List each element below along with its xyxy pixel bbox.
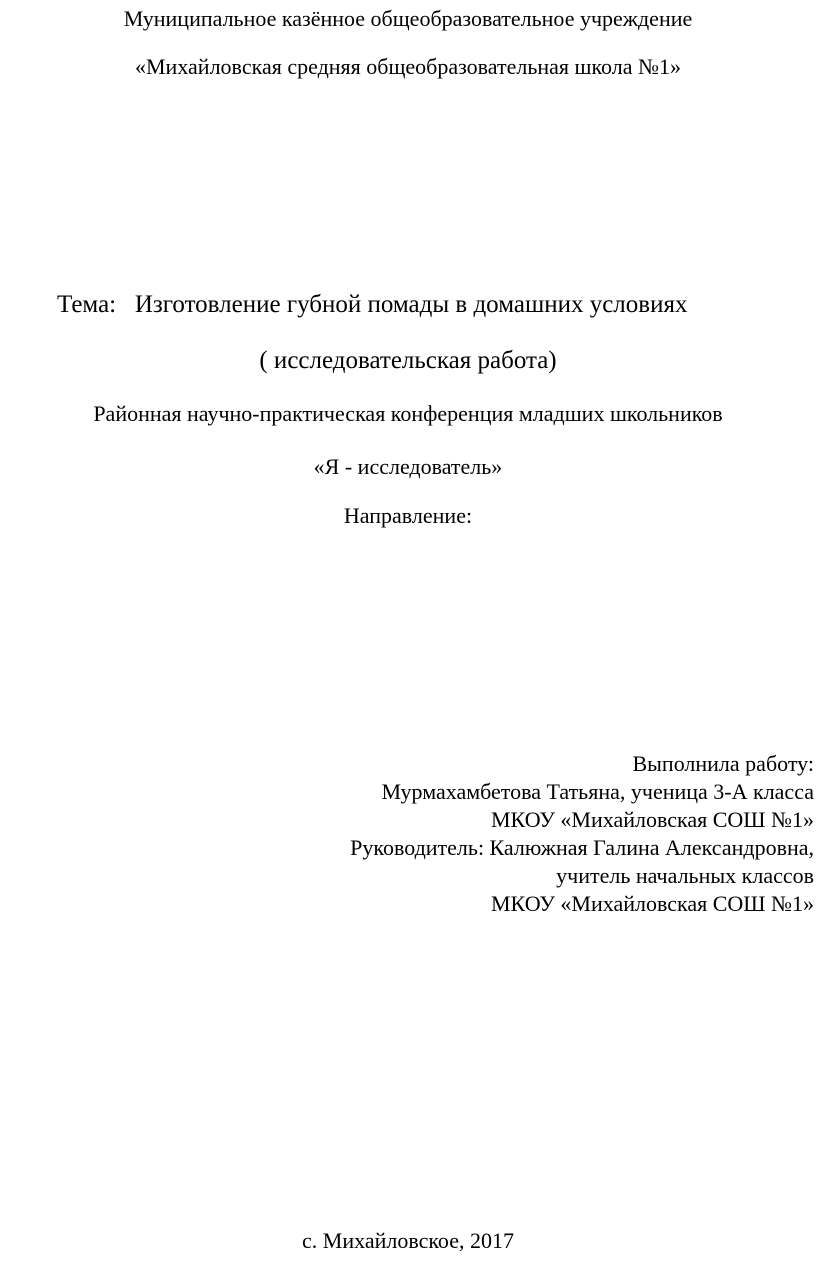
conference-subtitle: «Я - исследователь» (313, 454, 503, 479)
direction-label: Направление: (343, 503, 473, 528)
performed-by-label: Выполнила работу: (632, 751, 814, 776)
conference-name: Районная научно-практическая конференция младших школьников (93, 401, 723, 426)
supervisor-school: МКОУ «Михайловская СОШ №1» (491, 891, 814, 916)
student-school: МКОУ «Михайловская СОШ №1» (491, 807, 814, 832)
supervisor-name: Руководитель: Калюжная Галина Александровна, (350, 835, 814, 860)
institution-line-1: Муниципальное казённое общеобразовательное учреждение (123, 6, 693, 31)
topic-label: Тема: (57, 291, 117, 318)
student-name: Мурмахамбетова Татьяна, ученица 3-А класса (381, 779, 814, 804)
place-year: с. Михайловское, 2017 (302, 1228, 514, 1253)
institution-line-2: «Михайловская средняя общеобразовательная школа №1» (135, 54, 681, 79)
supervisor-position: учитель начальных классов (556, 863, 814, 888)
work-type: ( исследовательская работа) (259, 347, 557, 374)
topic-title: Изготовление губной помады в домашних условиях (134, 291, 688, 318)
topic-heading (57, 292, 687, 317)
